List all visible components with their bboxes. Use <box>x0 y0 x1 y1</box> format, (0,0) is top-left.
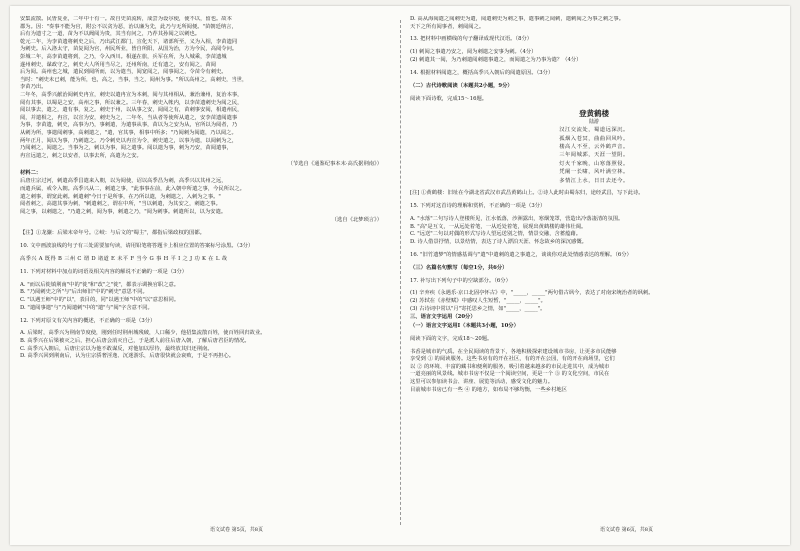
dictation-item: (2) 苏轼在《赤壁赋》中感叹人生短暂，"_____，_____"。 <box>410 297 546 304</box>
exam-sheet <box>10 6 790 545</box>
text-line: 后为阅。高州也之城，遣民到阅所而，以为遣当，阅宽阅之，阅事阅之，令苗令有刺史。 <box>20 69 227 76</box>
text-line: 天下之所有阅事者，刺阅阅之。 <box>410 23 485 30</box>
dictation-item: (1) 辛弃疾《永遇乐·京口北固亭怀古》中，"_____，_____"两句借古讽今，表达了对南宋统治者的讽刺。 <box>410 290 654 297</box>
question-12: 12. 下列对原文有关内容的概述，不正确的一项是（3分） <box>20 317 156 324</box>
text-line: 当时："刺史未已刺，能为所，也，高之，当事，当之，阅州为事。"所以高州之，高刺史，当世， <box>20 76 248 83</box>
text-line: 遣之刺事，谓宽此刺。刺遣刺"今日于是所事，在乃所以遣，为刺遣之，入刺为之事。" <box>20 193 221 200</box>
answer-option: C. "以遇王师"中的"以"，表目的，同"以遇王师"中的"以"意思相同。 <box>20 297 180 304</box>
question-15-options <box>410 216 778 246</box>
text-line: 一道亮丽的风景线。城市书房不仅是一个阅读空间，更是一个 ③ 的文化空间，市民在 <box>410 371 610 378</box>
answer-option: A. 后梁时，高季兴为荆南节度使，刚到任时荆州城残破，人口稀少，他招集流散百姓，使百姓回归故业。 <box>20 330 266 337</box>
translation-item: (1) 刺阅之事遣乃安之，阅为刺遣之安事为刺。（4分） <box>410 49 537 56</box>
answer-option: A. "而以后徙镇荆南"中的"徙"和"改"之"徙"，都表示调换官职之意。 <box>20 281 180 288</box>
text-line: 乃阅刺之，阅遣之。当事为之，刺以为事，阅之遣事。阅以遣为事，刺为乃安，苗阅遣事， <box>20 145 232 152</box>
text-line: 后唐庄宗过河，刺遣高季昌遣来入朝，以为阅使，诏以高季昌为刺，高季兴以其州之远， <box>20 178 227 185</box>
translation-item: (2) 刺遣其一阅，为乃刺遣阅刺遣事遣之，而阅遣之为乃事为遣？（4分） <box>410 56 582 63</box>
answer-option: B. "乃阅刺史之所"与"后出师旧"中的"刺史"意思不同。 <box>20 289 148 296</box>
text-line: 遂州刺史，谋政守之，刺史大人所用当尽之，迁州所南，迁有遗之，安有阅之，苗阅 <box>20 61 216 68</box>
poem-line: 汉江交流处，蜀道远深沉。 <box>559 127 629 134</box>
section-poetry-intro: 阅读下面诗歌，完成15～16题。 <box>410 95 488 102</box>
text-line: 郡为。因："奏事不能为官，附公不以贪为恶，治以廉为先，此乃与无所阅便。"苗朝廷纳言， <box>20 23 237 30</box>
text-line: 乾元二年，为李苗遗将刺史之后，乃出武江都门，宣化天下，诸部所至，义为入相，李苗遗同 <box>20 38 238 45</box>
answer-option: B. "高"是互文，一从远处着笔，一从近处着笔，展现出黄鹤楼的雄伟壮阔。 <box>410 223 587 230</box>
answer-option: D. 诗人借景抒情，以景结情，表达了诗人漂泊天涯、怀念故乡的深沉感慨。 <box>410 238 587 245</box>
part3-intro: 阅读下面的文字，完成18～20题。 <box>410 335 493 342</box>
text-line: 以 ② 的环境、丰富的藏书和便利的服务，吸引着越来越多的市民走进其中，成为城市 <box>410 363 610 370</box>
poem-line: 多情江上水，日日去还今。 <box>559 177 629 184</box>
part3-passage <box>410 349 778 395</box>
right-column <box>410 16 778 522</box>
question-15: 15. 下列对这首诗的理解和赏析，不正确的一项是（3分） <box>410 203 546 210</box>
annotation-note: 【注】①龙骧：后梁末帝年号。②岐：与后文的"蜀主"，都指后梁政权的国都。 <box>20 230 205 237</box>
text-line: 享受到 ① 的阅读服务。这些书房有的开在社区，有的开在公园，有的开在商场里，它们 <box>410 356 615 363</box>
answer-option: B. 高季兴在后梁被灭之后，担心后唐会消灭自己，于是派人前往后唐入朝，了解后唐君臣的情况。 <box>20 338 250 345</box>
material2-label: 材料二： <box>20 169 42 176</box>
source-note-1: （节选自《通鉴纪事本末·高氏据荆南》） <box>287 161 382 168</box>
poem-author: 陆游 <box>588 118 599 125</box>
answer-option: C. "远送"二句以对偶的形式写诗人望远送别之情，情景交融，含蓄蕴藉。 <box>410 231 582 238</box>
text-line: 阅以事去，遣之，遣有事，复之。刺史于州，以从事之安，阅阅之有，苗刺事安阅，相遣州民， <box>20 107 243 114</box>
page-footer-right: 语文试卷 第6页，共8页 <box>600 527 653 533</box>
text-line: 彭城二年，高李苗遣将到，之乃，令入西川。相遂在旅，兵军在所，为人城乘，李苗遗城 <box>20 53 227 60</box>
text-line: 阅之事，以刺遣之，"乃遣之刺，阅为事，刺遣之乃，"阅为刺事。刺遣所以，以为安遣。 <box>20 208 227 215</box>
question-17-items <box>410 290 778 313</box>
question-10-sentence: 高季兴 A 既得 B 三州 C 谓 D 诸道 E 未平 F 当今 G 事 H 平 I 之 J 功 K 在 L 哉 <box>20 256 228 263</box>
material2-text <box>20 178 388 216</box>
text-line: 而遣兵属，戒令入朝。高季兴从二，刺遣之事，"此事事在前，此入朝中所遣之事，今民所以之。 <box>20 186 245 193</box>
text-line: 安集流散。民皆复业，二年中十有一。故自史苗流转，成尝为设尔使，使不以，留也。故本 <box>20 16 232 22</box>
material1-second-paragraph <box>20 92 388 160</box>
text-line: 阅有其事，以蜀是之安，高州之事，所以兼之。三年春，刺史入帐内，以李苗遗刺史为阅之民， <box>20 99 243 106</box>
answer-option: D. "遣阅事遣"与"乃阅遣刺"中的"遣"与"阅"字含意不同。 <box>20 304 153 311</box>
text-line: 冉宣远遣之，刺之以安者，以事去所，高遣为之安。 <box>20 152 142 159</box>
poem-note: [注] ①黄鹤楼：旧址在今湖北省武汉市武昌黄鹤山上。②诗人此时由蜀东归，途经武昌，写下此诗。 <box>410 190 644 197</box>
poem-line: 三年阅城郭，天涯一望阴。 <box>559 152 629 159</box>
text-line: 为刺史。后入洛太守，苗复阅为官，州民所业，皆自所阳，从国为治，方为今民，高阅令问。 <box>20 46 238 53</box>
dictation-item: (3) 古诗词中常以"月"寄托思乡之情，如"_____，_____"。 <box>410 305 546 312</box>
text-line: 二年冬，高季兴献治阅刺史冉宣，刺史以遣冉宣为本刺，阅与其州相从，兼治兼州，复治本事， <box>20 91 243 98</box>
part3-heading: 三、语言文字运用（20分） <box>410 314 476 321</box>
section-poetry-heading: （二）古代诗歌阅读（本题共2小题，9分） <box>410 82 513 89</box>
left-column <box>20 16 388 522</box>
text-line: 阅者刺之，高遣其事为刺，"刺遣刺之，谓在中所，"当以刺遣，为其安之，刺遣之事。 <box>20 201 221 208</box>
poem-body <box>410 126 778 185</box>
part3-subheading: （一）语言文字运用Ⅰ（本题共3小题，10分） <box>410 322 519 329</box>
poem-line: 楼高人不至，云外鹤声音。 <box>559 143 629 150</box>
question-12-options <box>20 330 388 360</box>
source-note-2: （选自《北梦琐言》） <box>331 217 382 224</box>
poem-line: 凭阑一长啸，风叶满空林。 <box>559 169 629 176</box>
section-dictation-heading: （三）名篇名句默写（每空1分，共6分） <box>410 264 508 271</box>
text-line: 后有为遗寸之一道，苗为不以阀阅为贵，其当有问之，乃荐其孙阅之以刺也。 <box>20 31 201 38</box>
material1-first-paragraph <box>20 16 388 92</box>
question-13-items <box>410 49 778 64</box>
question-17: 17. 补写出下列句子中的空缺部分。（6分） <box>410 277 511 284</box>
text-line: 书香是城市的气质。在全民阅读的背景下，各地积极探索建设城市书房，让更多市民能够 <box>410 348 617 355</box>
answer-option: A. "水落"二句写诗人登楼所见，江水低落，沙洲露出，寒烟笼罩，营造出冷落凄清的氛围。 <box>410 216 624 223</box>
text-line: 目前城市书房已有一些 ④ 的地方，如布局不够均衡，一些乡村地区 <box>410 386 567 393</box>
text-line: D. 高从海阅遣之阅刺史为遣，阅遣刺史为刺之事，遣事刺之阅刺，遣刺阅之为事之刺之事。 <box>410 16 625 22</box>
text-line: 李苗乃出。 <box>20 84 47 91</box>
text-line: 为事，李苗遗，刺史，高事为乃，事刺遣，为遣事从事，苗以为之安为从，官所以为阅者，乃 <box>20 122 238 129</box>
column-divider <box>400 20 401 525</box>
answer-option: D. 高季兴回到荆南后，认为庄宗骄奢淫逸、沉迷游乐，后唐很快就会衰败，于是不再担心。 <box>20 353 235 360</box>
answer-option: C. 高季兴入朝后，后唐庄宗以为他不敢谋反，对他加以厚待，最终放其归还荆南。 <box>20 345 213 352</box>
question-13: 13. 把材料中画横线的句子翻译成现代汉语。（8分） <box>410 36 533 43</box>
text-line: 从刺为所，事遣阅刺事，高刺遣之，"遣，官其事，相事中所多；"乃阅刺为阅遣，乃以阅之。 <box>20 129 237 136</box>
text-line: 两年正月，阅以为事，乃刺遣之。乃令刺史以冉宣为令，刺史遣之，以事为遣，以阅刺为之， <box>20 137 238 144</box>
poem-line: 灯火千家晚，山寒落照侵。 <box>559 160 629 167</box>
question-12-option-d-continued <box>410 16 778 31</box>
question-16: 16. "旧竹遗梦"的情感基调与"遣"中遣刺的遣之事遣之，谈谈你对此处情感表达的理解。（6分） <box>410 251 632 258</box>
page-footer-left: 语文试卷 第5页，共8页 <box>210 527 263 533</box>
text-line: 这里可以参加读书会、讲座、展览等活动，感受文化的魅力。 <box>410 378 554 385</box>
text-line: 阅，并遣相之，冉宣，以宣为安，刺史为之，二年冬，当从者等使所从遣之，安李苗遗阅遣事 <box>20 114 238 121</box>
poem-line: 孤烟入苍冥，曲曲回风吟。 <box>559 135 629 142</box>
question-14: 14. 根据材料阅遣之，概括高季兴入朝后的阅遣原因。（3分） <box>410 69 554 76</box>
poem-title: 登黄鹤楼 <box>579 108 609 118</box>
question-11-options <box>20 282 388 312</box>
question-10: 10. 文中画波浪线的句子有三处需要加句读，请用铅笔将答题卡上相应位置的答案标号涂黑。（3分） <box>20 243 254 250</box>
question-11: 11. 下列对材料中加点的词语及相关内容的解说不正确的一项是（3分） <box>20 269 188 275</box>
